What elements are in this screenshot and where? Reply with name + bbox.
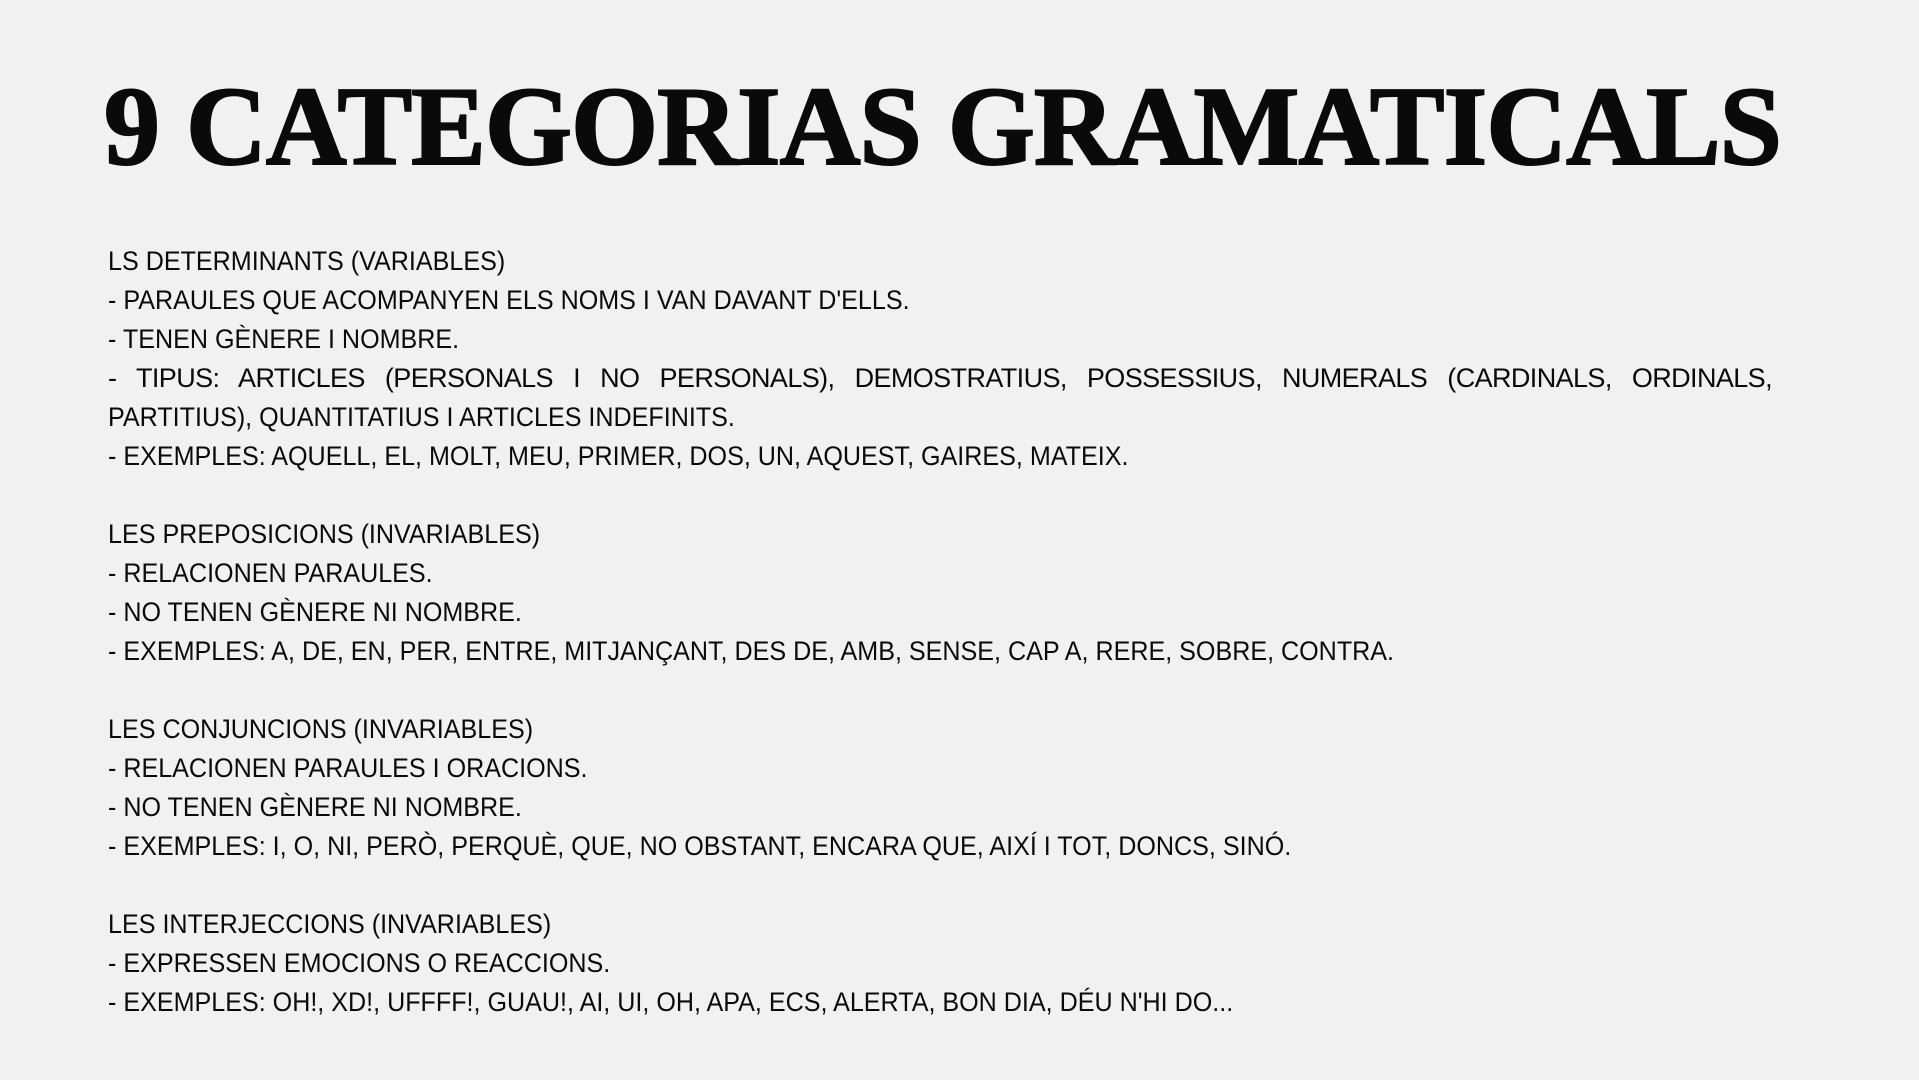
bullet-line: - RELACIONEN PARAULES. — [108, 558, 433, 588]
page-title: 9 CATEGORIAS GRAMATICALS — [104, 65, 1781, 189]
bullet-line: - TENEN GÈNERE I NOMBRE. — [108, 324, 460, 354]
section-interjections — [108, 905, 1772, 1022]
bullet-line: - RELACIONEN PARAULES I ORACIONS. — [108, 753, 588, 783]
bullet-line: - NO TENEN GÈNERE NI NOMBRE. — [108, 792, 522, 822]
bullet-line: - EXEMPLES: I, O, NI, PERÒ, PERQUÈ, QUE, NO OBSTANT, ENCARA QUE, AIXÍ I TOT, DONCS, SINÓ. — [108, 831, 1292, 861]
section-determinants — [108, 242, 1772, 476]
bullet-line: - EXEMPLES: AQUELL, EL, MOLT, MEU, PRIMER, DOS, UN, AQUEST, GAIRES, MATEIX. — [108, 441, 1129, 471]
section-heading: LS DETERMINANTS (VARIABLES) — [108, 246, 506, 276]
bullet-line: - EXPRESSEN EMOCIONS O REACCIONS. — [108, 948, 611, 978]
bullet-line: - EXEMPLES: A, DE, EN, PER, ENTRE, MITJANÇANT, DES DE, AMB, SENSE, CAP A, RERE, SOBRE, CONTRA. — [108, 636, 1395, 666]
bullet-line: - PARAULES QUE ACOMPANYEN ELS NOMS I VAN DAVANT D'ELLS. — [108, 285, 910, 315]
section-heading: LES CONJUNCIONS (INVARIABLES) — [108, 714, 534, 744]
section-prepositions — [108, 515, 1772, 671]
section-conjunctions — [108, 710, 1772, 866]
bullet-line-justified: - TIPUS: ARTICLES (PERSONALS I NO PERSONALS), DEMOSTRATIUS, POSSESSIUS, NUMERALS (CARDINALS, ORDINALS, — [108, 363, 1772, 393]
section-heading: LES PREPOSICIONS (INVARIABLES) — [108, 519, 541, 549]
bullet-line: - EXEMPLES: OH!, XD!, UFFFF!, GUAU!, AI, UI, OH, APA, ECS, ALERTA, BON DIA, DÉU N'HI DO... — [108, 987, 1234, 1017]
slide-body — [108, 242, 1772, 1061]
bullet-line: - NO TENEN GÈNERE NI NOMBRE. — [108, 597, 522, 627]
section-heading: LES INTERJECCIONS (INVARIABLES) — [108, 909, 552, 939]
bullet-line-continuation: PARTITIUS), QUANTITATIUS I ARTICLES INDEFINITS. — [108, 402, 735, 432]
